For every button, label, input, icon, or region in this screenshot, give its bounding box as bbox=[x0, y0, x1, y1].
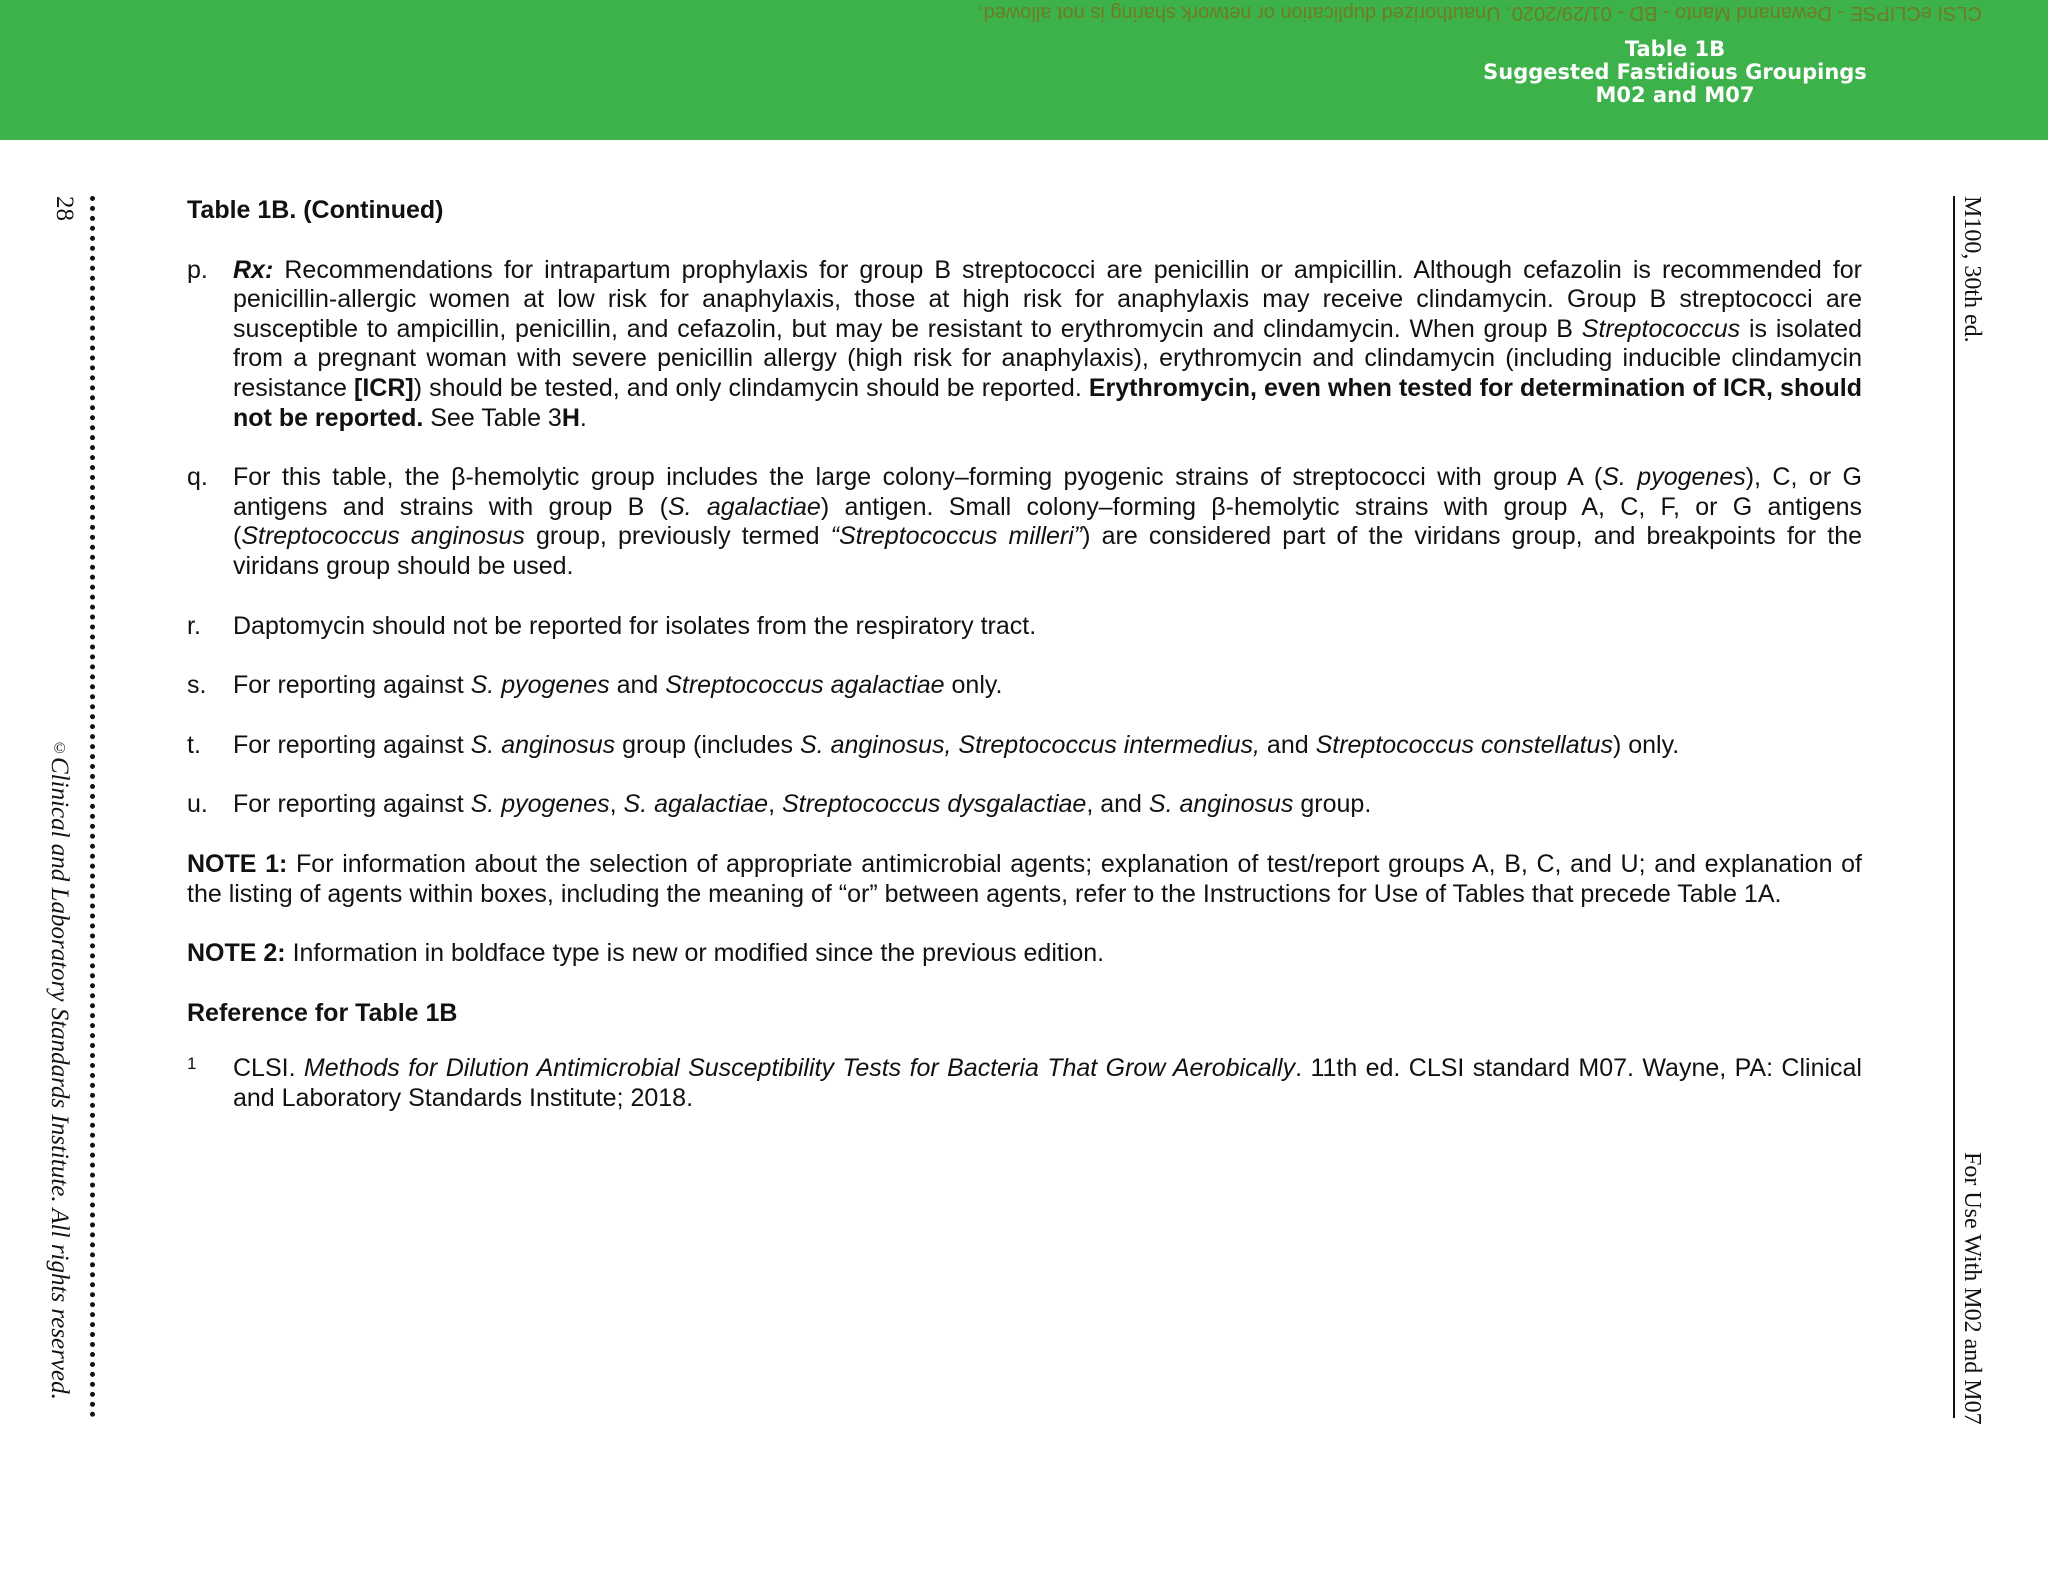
text-run: only. bbox=[944, 671, 1003, 700]
footnote-q bbox=[187, 463, 1862, 581]
italic-run: Streptococcus dysgalactiae bbox=[781, 790, 1087, 819]
bold-run: [ICR] bbox=[354, 373, 414, 402]
footnote-text bbox=[233, 256, 1862, 434]
italic-run: Streptococcus anginosus bbox=[241, 522, 525, 551]
text-run: ) are considered part of the viridans group, and breakpoints for the viridans group should be used. bbox=[233, 522, 1863, 580]
footnote-letter: t. bbox=[187, 730, 201, 759]
text-run: , and bbox=[1086, 790, 1149, 819]
footnote-u bbox=[187, 790, 1862, 820]
italic-run: “Streptococcus milleri” bbox=[830, 522, 1083, 551]
text-run: Recommendations for intrapartum prophylaxis for group B streptococci are penicillin or ampicillin. Although cefazolin is recommended for penicillin-allergic women at low risk for anaphylaxis, those at high risk for anaphylaxis may receive clindamycin. Group B streptococci are susceptible to ampicillin, penicillin, and cefazolin, but may be resistant to erythromycin and clindamycin. When group B bbox=[233, 255, 1862, 343]
footnote-text bbox=[233, 731, 1862, 761]
text-run: Daptomycin should not be reported for isolates from the respiratory tract. bbox=[233, 611, 1037, 640]
dotted-rule bbox=[90, 196, 95, 1418]
bold-run: Erythromycin, even when tested for determination of ICR, should not be reported. bbox=[233, 373, 1862, 432]
header-line-2: Suggested Fastidious Groupings bbox=[1483, 60, 1867, 84]
text-run: and bbox=[1259, 730, 1316, 759]
text-run: group, previously termed bbox=[524, 522, 831, 551]
edition-label: M100, 30th ed. bbox=[1959, 196, 1985, 343]
note-label: NOTE 2: bbox=[187, 939, 286, 968]
reference-text bbox=[233, 1054, 1862, 1113]
italic-run: S. pyogenes bbox=[470, 790, 610, 819]
text-run: ) should be tested, and only clindamycin should be reported. bbox=[413, 373, 1089, 402]
text-run: . bbox=[579, 403, 587, 432]
footnote-text bbox=[233, 612, 1862, 642]
document-body bbox=[187, 196, 1862, 1113]
text-run: is isolated from a pregnant woman with severe penicillin allergy (high risk for anaphylaxis), erythromycin and clindamycin (including inducible clindamycin resistance bbox=[233, 314, 1863, 402]
text-run: For reporting against bbox=[233, 671, 471, 700]
copyright-text: Clinical and Laboratory Standards Institute. All rights reserved. bbox=[46, 757, 73, 1400]
text-run: For reporting against bbox=[233, 730, 471, 759]
italic-run: S. anginosus, Streptococcus intermedius, bbox=[800, 730, 1260, 759]
note-label: NOTE 1: bbox=[187, 849, 288, 878]
page-number: 28 bbox=[51, 196, 78, 221]
header-line-3: M02 and M07 bbox=[1595, 83, 1755, 107]
reference-item bbox=[187, 1054, 1862, 1113]
italic-run: S. agalactiae bbox=[667, 492, 821, 521]
text-run: See Table 3 bbox=[423, 403, 562, 432]
reference-number: 1 bbox=[187, 1054, 197, 1074]
italic-run: Streptococcus bbox=[1581, 314, 1741, 343]
text-run: and bbox=[609, 671, 666, 700]
right-rule bbox=[1953, 196, 1955, 1418]
footnote-letter: s. bbox=[187, 671, 207, 700]
footnote-letter: u. bbox=[187, 790, 208, 819]
text-run: group. bbox=[1293, 790, 1372, 819]
header-band bbox=[0, 0, 2048, 140]
italic-run: S. anginosus bbox=[1148, 790, 1294, 819]
text-run: ) only. bbox=[1612, 730, 1680, 759]
note-1 bbox=[187, 850, 1862, 909]
text-run: , bbox=[609, 790, 624, 819]
italic-run: S. pyogenes bbox=[470, 671, 610, 700]
italic-run: Streptococcus agalactiae bbox=[665, 671, 945, 700]
usage-label: For Use With M02 and M07 bbox=[1959, 1152, 1985, 1425]
note-2 bbox=[187, 939, 1862, 969]
text-run: group (includes bbox=[615, 730, 800, 759]
footnote-r bbox=[187, 612, 1862, 642]
watermark: CLSI eCLIPSE - Dewanand Manto - BD - 01/29/2020. Unauthorized duplication or network sharing is not allowed. bbox=[978, 2, 1982, 24]
text-run: For reporting against bbox=[233, 790, 471, 819]
italic-run: S. pyogenes bbox=[1602, 463, 1746, 492]
reference-title: Reference for Table 1B bbox=[187, 998, 458, 1027]
footnote-s bbox=[187, 671, 1862, 701]
italic-run: S. agalactiae bbox=[623, 790, 769, 819]
italic-run: Methods for Dilution Antimicrobial Susceptibility Tests for Bacteria That Grow Aerobically bbox=[303, 1054, 1296, 1083]
text-run: CLSI. bbox=[233, 1054, 304, 1083]
text-run: . 11th ed. CLSI standard M07. Wayne, PA: Clinical and Laboratory Standards Institute; 2018. bbox=[233, 1054, 1862, 1112]
text-run: ), C, or G antigens and strains with group B ( bbox=[233, 463, 1862, 521]
footnote-text bbox=[233, 671, 1862, 701]
text-run: , bbox=[768, 790, 782, 819]
footnote-text bbox=[233, 463, 1862, 581]
note-text: For information about the selection of appropriate antimicrobial agents; explanation of test/report groups A, B, C, and U; and explanation of the listing of agents within boxes, including the meaning of “or” between agents, refer to the Instructions for Use of Tables that precede Table 1A. bbox=[187, 849, 1863, 908]
section-title: Table 1B. (Continued) bbox=[187, 196, 444, 224]
note-text: Information in boldface type is new or modified since the previous edition. bbox=[285, 939, 1105, 968]
footnote-p bbox=[187, 256, 1862, 434]
bold-run: H bbox=[561, 403, 580, 432]
italic-run: S. anginosus bbox=[470, 730, 616, 759]
footnote-t bbox=[187, 731, 1862, 761]
text-run: For this table, the β-hemolytic group includes the large colony–forming pyogenic strains of streptococci with group A ( bbox=[233, 463, 1603, 492]
header-title bbox=[1440, 38, 1910, 107]
rx-label: Rx: bbox=[233, 255, 274, 284]
text-run: ) antigen. Small colony–forming β-hemolytic strains with group A, C, F, or G antigens ( bbox=[233, 492, 1863, 551]
footnote-text bbox=[233, 790, 1862, 820]
header-line-1: Table 1B bbox=[1624, 37, 1726, 61]
copyright-notice bbox=[43, 740, 73, 1420]
footnote-letter: q. bbox=[187, 463, 208, 492]
footnote-letter: r. bbox=[187, 611, 201, 640]
copyright-symbol: © bbox=[51, 740, 68, 757]
italic-run: Streptococcus constellatus bbox=[1315, 730, 1613, 759]
footnote-letter: p. bbox=[187, 255, 208, 284]
